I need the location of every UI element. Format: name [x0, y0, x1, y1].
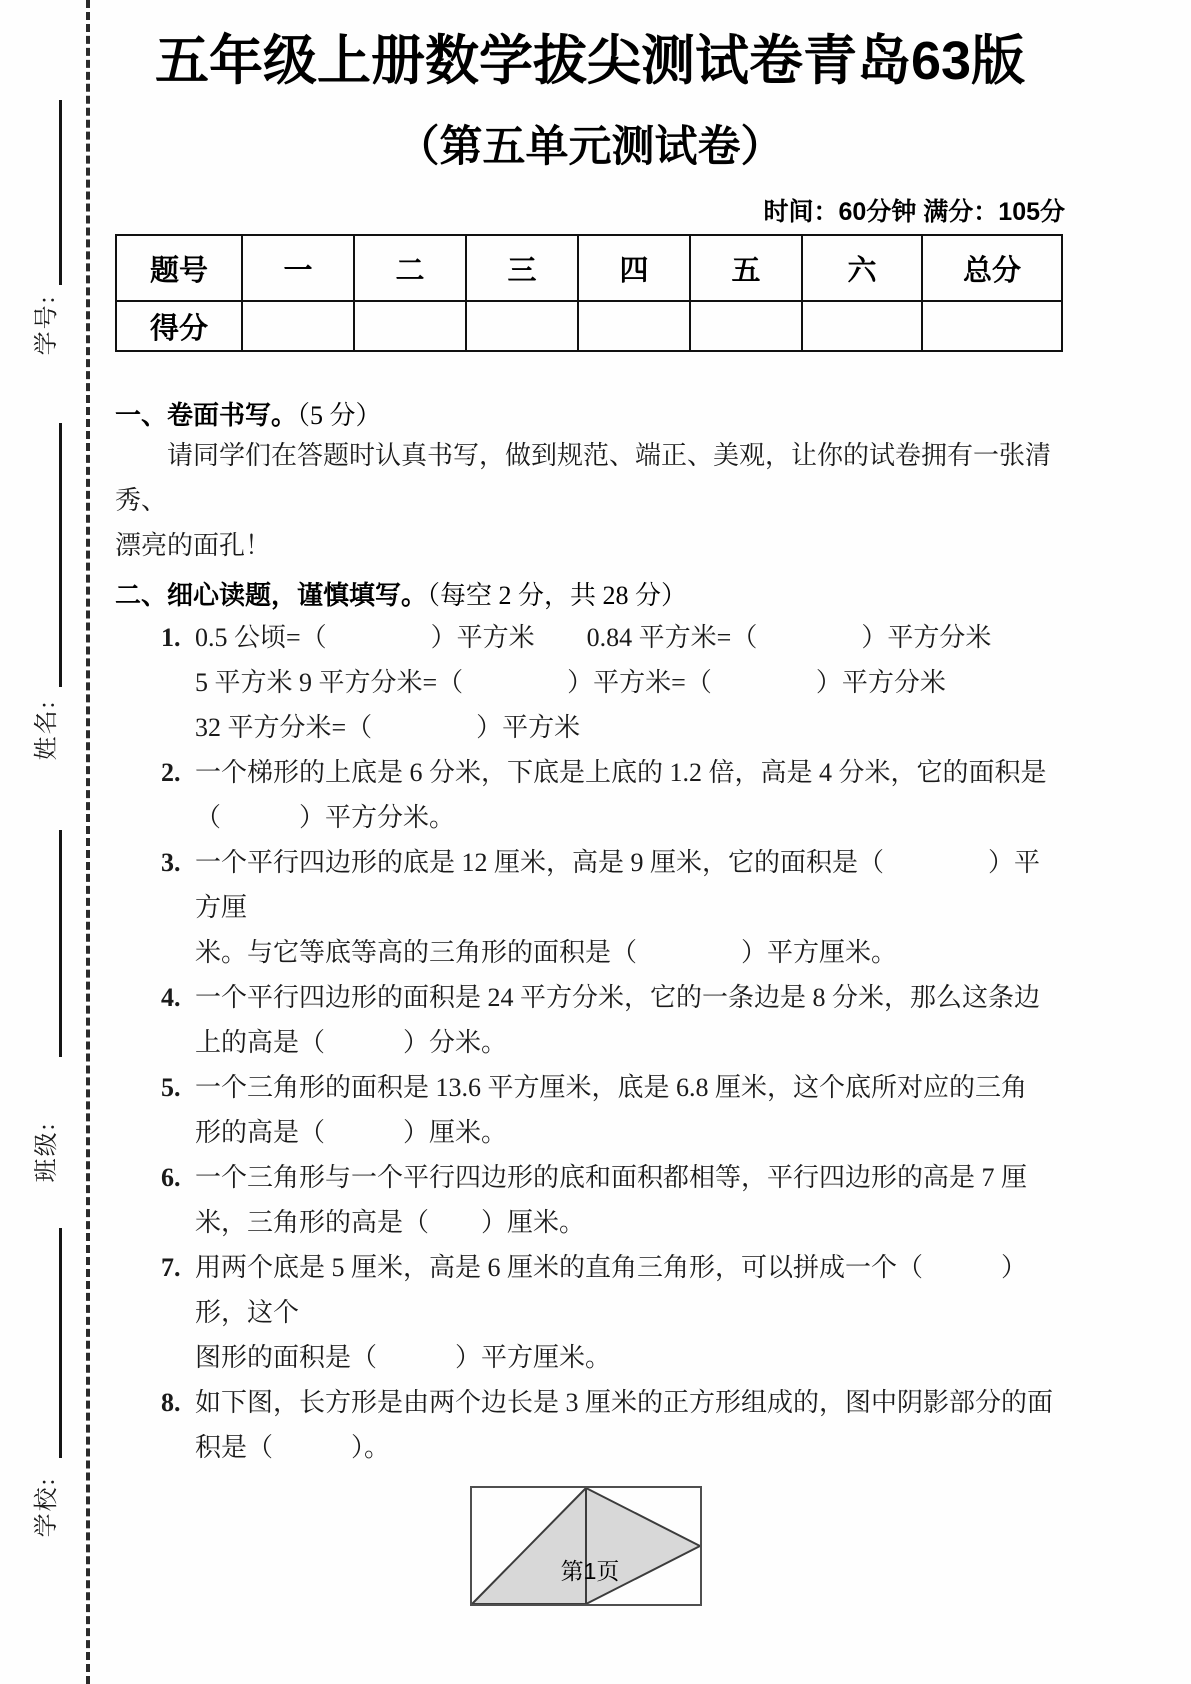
score-cell: [578, 301, 690, 351]
question-line: 上的高是（ ）分米。: [195, 1028, 508, 1057]
section2-heading: [115, 578, 1065, 613]
margin-blank-line: [59, 423, 62, 687]
question-line: 形的高是（ ）厘米。: [195, 1118, 508, 1147]
score-table: [115, 234, 1063, 352]
question-7: [115, 1245, 1065, 1380]
question-list: [115, 615, 1065, 1470]
margin-blank-line: [59, 1228, 62, 1458]
question-line: 5 平方米 9 平方分米=（ ）平方米=（ ）平方分米: [195, 668, 946, 697]
score-table-header-row: [116, 235, 1062, 301]
header-cell-5: 五: [690, 235, 802, 301]
question8-figure: [470, 1486, 702, 1606]
margin-blank-line: [59, 830, 62, 1057]
school-label: 学校:: [33, 1476, 60, 1538]
time-score-info: 时间：60分钟 满分：105分: [763, 198, 1065, 226]
question-number: 4.: [161, 983, 181, 1012]
paragraph-line: 漂亮的面孔！: [115, 531, 272, 560]
page-number: 第1页: [560, 1558, 620, 1584]
question-number: 5.: [161, 1073, 181, 1102]
header-cell-1: 一: [242, 235, 354, 301]
question-number: 2.: [161, 758, 181, 787]
score-cell: [466, 301, 578, 351]
question-line: 米。与它等底等高的三角形的面积是（ ）平方厘米。: [195, 938, 898, 967]
binding-dashed-line: [86, 0, 90, 1684]
question-line: 图形的面积是（ ）平方厘米。: [195, 1343, 612, 1372]
question-5: [115, 1065, 1065, 1155]
section2-heading-text: 二、细心读题，谨慎填写。: [115, 580, 428, 610]
question-line: 一个三角形与一个平行四边形的底和面积都相等，平行四边形的高是 7 厘: [195, 1163, 1028, 1192]
score-cell: [354, 301, 466, 351]
paragraph-line: 请同学们在答题时认真书写，做到规范、端正、美观，让你的试卷拥有一张清秀、: [115, 441, 1052, 515]
question-number: 8.: [161, 1388, 181, 1417]
score-cell: [802, 301, 922, 351]
question-line: 0.5 公顷=（ ）平方米 0.84 平方米=（ ）平方分米: [195, 623, 992, 652]
question-line: 一个平行四边形的底是 12 厘米，高是 9 厘米，它的面积是（ ）平方厘: [195, 848, 1041, 922]
section1-paragraph: [115, 433, 1065, 568]
section1-heading-points: （5 分）: [297, 401, 382, 430]
question-line: 一个三角形的面积是 13.6 平方厘米，底是 6.8 厘米，这个底所对应的三角: [195, 1073, 1028, 1102]
question-number: 6.: [161, 1163, 181, 1192]
paper-content: [115, 0, 1065, 1606]
header-cell-6: 六: [802, 235, 922, 301]
question-number: 1.: [161, 623, 181, 652]
question-line: 一个平行四边形的面积是 24 平方分米，它的一条边是 8 分米，那么这条边: [195, 983, 1041, 1012]
question-line: 32 平方分米=（ ）平方米: [195, 713, 581, 742]
header-cell-question-no: 题号: [116, 235, 242, 301]
section2-heading-points: （每空 2 分，共 28 分）: [427, 581, 688, 610]
shaded-triangle-left: [472, 1488, 586, 1604]
score-cell: [242, 301, 354, 351]
score-row-label: 得分: [116, 301, 242, 351]
header-cell-2: 二: [354, 235, 466, 301]
question-6: [115, 1155, 1065, 1245]
question-line: 一个梯形的上底是 6 分米，下底是上底的 1.2 倍，高是 4 分米，它的面积是: [195, 758, 1047, 787]
student-number-label: 学号:: [33, 294, 60, 356]
question-line: （ ）平方分米。: [195, 803, 456, 832]
header-cell-3: 三: [466, 235, 578, 301]
margin-blank-line: [59, 100, 62, 285]
score-cell: [922, 301, 1062, 351]
section1-heading-text: 一、卷面书写。: [115, 400, 298, 430]
question-8: [115, 1380, 1065, 1470]
score-cell: [690, 301, 802, 351]
question-2: [115, 750, 1065, 840]
question-3: [115, 840, 1065, 975]
question-line: 米，三角形的高是（ ）厘米。: [195, 1208, 586, 1237]
question-number: 3.: [161, 848, 181, 877]
student-name-label: 姓名:: [33, 699, 60, 761]
question-line: 积是（ ）。: [195, 1433, 391, 1462]
paper-subtitle: （第五单元测试卷）: [396, 123, 784, 171]
question-line: 用两个底是 5 厘米，高是 6 厘米的直角三角形，可以拼成一个（ ）形，这个: [195, 1253, 1028, 1327]
question-number: 7.: [161, 1253, 181, 1282]
class-label: 班级:: [33, 1121, 60, 1183]
header-cell-total: 总分: [922, 235, 1062, 301]
section1-heading: [115, 398, 1065, 433]
question-line: 如下图，长方形是由两个边长是 3 厘米的正方形组成的，图中阴影部分的面: [195, 1388, 1054, 1417]
score-table-score-row: [116, 301, 1062, 351]
question-4: [115, 975, 1065, 1065]
shaded-triangle-right: [586, 1488, 700, 1604]
paper-title: 五年级上册数学拔尖测试卷青岛63版: [154, 31, 1026, 91]
rectangle-shaded-triangles-figure: [470, 1486, 702, 1606]
question-1: [115, 615, 1065, 750]
header-cell-4: 四: [578, 235, 690, 301]
